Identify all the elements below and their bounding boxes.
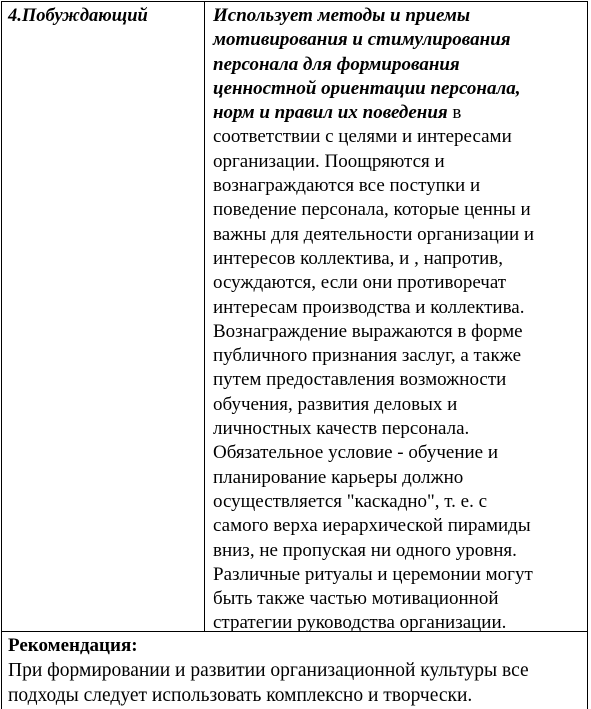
body-line: быть также частью мотивационной — [213, 588, 499, 610]
body-line: важны для деятельности организации и — [213, 223, 535, 245]
body-line: Вознаграждение выражаются в форме — [213, 320, 523, 342]
body-line: организации. Поощряются и — [213, 150, 445, 172]
body-line: путем предоставления возможности — [213, 369, 507, 391]
emphasis-tail: в — [447, 102, 462, 124]
body-line: интересам производства и коллектива. — [213, 296, 525, 318]
column-divider — [204, 2, 205, 631]
body-line: осуществляется "каскадно", т. е. с — [213, 490, 488, 512]
row-label-cell — [8, 4, 200, 28]
recommendation-line: При формировании и развитии организационной культуры все — [8, 660, 529, 681]
body-line: интересов коллектива, и , напротив, — [213, 247, 504, 269]
description-cell — [213, 4, 585, 636]
body-line: публичного признания заслуг, а также — [213, 345, 522, 367]
body-line: самого верха иерархической пирамиды — [213, 515, 531, 537]
emphasis-line: Использует методы и приемы — [213, 5, 471, 26]
body-line: осуждаются, если они противоречат — [213, 272, 507, 294]
body-line: обучения, развития деловых и — [213, 393, 458, 415]
body-line: Различные ритуалы и церемонии могут — [213, 563, 533, 585]
recommendation-title: Рекомендация: — [8, 635, 138, 656]
body-line: Обязательное условие - обучение и — [213, 442, 498, 464]
recommendation-text — [8, 658, 586, 708]
recommendation-line: подходы следует использовать комплексно и творчески. — [8, 685, 473, 706]
body-line: поведение персонала, которые ценны и — [213, 199, 531, 221]
body-line: вниз, не пропуская ни одного уровня. — [213, 539, 517, 561]
table-row — [1, 1, 588, 632]
row-label: 4.Побуждающий — [8, 6, 148, 26]
body-line: планирование карьеры должно — [213, 466, 464, 488]
emphasis-line: норм и правил их поведения — [213, 102, 448, 124]
emphasis-line: ценностной ориентации персонала, — [213, 77, 521, 99]
emphasis-line: персонала для формирования — [213, 53, 460, 75]
recommendation-block — [1, 631, 588, 709]
body-line: соответствии с целями и интересами — [213, 126, 512, 148]
body-line: стратегии руководства организации. — [213, 612, 507, 634]
mixed-line — [213, 101, 585, 125]
emphasis-line: мотивирования и стимулирования — [213, 29, 511, 51]
body-line: вознаграждаются все поступки и — [213, 175, 481, 197]
body-line: личностных качеств персонала. — [213, 418, 470, 440]
